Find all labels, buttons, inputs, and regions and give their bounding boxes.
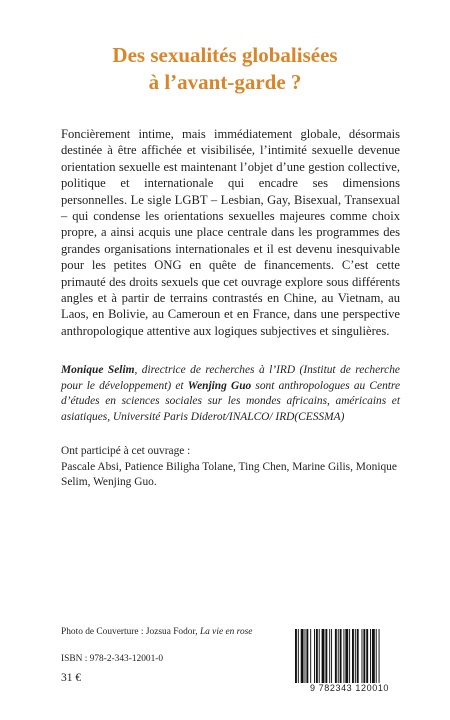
author-bio-text-2: sont anthropologues au Centre d’études en sciences sociales sur les mondes africains, américains et asiatiques, Université Paris Diderot/INALCO/ IRD(CESSMA)	[61, 379, 400, 423]
price: 31 €	[61, 672, 82, 684]
barcode-bars	[287, 627, 412, 685]
contributors-names: Pascale Absi, Patience Biligha Tolane, Ting Chen, Marine Gilis, Monique Selim, Wenjing Guo.	[61, 460, 397, 489]
contributors-block	[61, 444, 400, 491]
barcode	[287, 627, 412, 693]
author-name-2: Wenjing Guo	[187, 379, 252, 392]
photo-credit-work: La vie en rose	[199, 627, 253, 637]
author-bio-text-1: , directrice de recherches à l’IRD (Institut de recherche pour le développement) et	[61, 364, 400, 392]
barcode-number: 9 782343 120010	[287, 683, 412, 693]
title-line-2: à l’avant-garde ?	[148, 70, 302, 94]
summary-text: Foncièrement intime, mais immédiatement globale, désormais destinée à être affichée et visibilisée, l’intimité sexuelle devenue orientation sexuelle est maintenant l’objet d’une gestion collective, politique et internationale qui encadre ses dimensions personnelles. Le sigle LGBT – Lesbian, Gay, Bisexual, Transexual – qui condense les orientations sexuelles majeures comme choix propre, a ainsi acquis une place centrale dans les programmes des grandes organisations internationales et il est devenu inesquivable pour les petites ONG en quête de financements. C’est cette primauté des droits sexuels que cet ouvrage explore sous différents angles et à partir de terrains contrastés en Chine, au Vietnam, au Laos, en Bolivie, au Cameroun et en France, dans une perspective anthropologique attentive aux logiques subjectives et singulières.	[61, 127, 400, 338]
author-bio	[61, 363, 400, 425]
photo-credit-prefix: Photo de Couverture : Jozsua Fodor,	[61, 627, 200, 637]
contributors-heading: Ont participé à cet ouvrage :	[61, 445, 191, 457]
title-line-1: Des sexualités globalisées	[112, 43, 338, 67]
book-title	[0, 42, 450, 96]
author-name-1: Monique Selim	[61, 364, 135, 376]
isbn: ISBN : 978-2-343-12001-0	[61, 654, 164, 664]
